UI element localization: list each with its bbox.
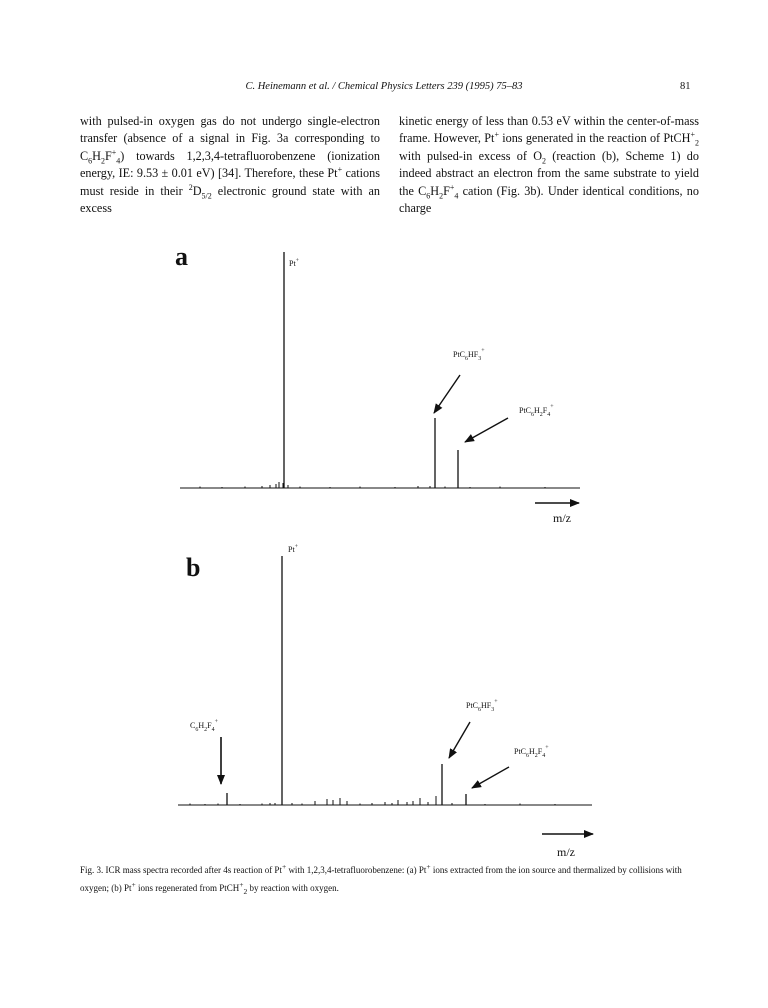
arrow-a-ptc6hf3	[434, 375, 460, 413]
running-head: C. Heinemann et al. / Chemical Physics Letters 239 (1995) 75–83	[245, 81, 523, 92]
spectrum-a	[180, 252, 580, 525]
label-a-ptc6h2f4: $PtC_6H_2F_4^+$	[519, 404, 554, 418]
mz-label-b: m/z	[557, 845, 575, 859]
mz-label-a: m/z	[553, 511, 571, 525]
figure-caption	[80, 860, 700, 898]
panel-b-letter: b	[186, 553, 201, 582]
label-b-ptc6hf3: $PtC_6HF_3^+$	[466, 699, 498, 713]
spectrum-b	[178, 544, 593, 859]
right-paragraph: kinetic energy of less than 0.53 eV within the center-of-mass frame. However, Pt+ ions generated in the reaction of PtCH+$_2$ with pulsed-in excess of $O_2$ (reaction (b), Scheme 1) do indeed abstract an electron from the same substrate to yield the $C_6H_2F^+_4$ cation (Fig. 3b). Under identical conditions, no charge	[399, 114, 700, 216]
caption-text: Fig. 3. ICR mass spectra recorded after 4s reaction of Pt+ with 1,2,3,4-tetrafluorobenzene: (a) Pt+ ions extracted from the ion source and thermalized by collisions with oxygen; (b) Pt+ ions regenerated from PtCH+$_2$ by reaction with oxygen.	[80, 862, 682, 896]
label-a-ptc6hf3: $PtC_6HF_3^+$	[453, 348, 485, 362]
page-number: 81	[680, 81, 691, 92]
label-b-ptc6h2f4: $PtC_6H_2F_4^+$	[514, 745, 549, 759]
arrow-a-ptc6h2f4	[465, 418, 508, 442]
label-b-pt: Pt+	[288, 544, 299, 554]
spectrum-b-baseline	[178, 796, 592, 805]
arrow-b-ptc6h2f4	[472, 767, 509, 788]
label-a-pt: Pt+	[289, 258, 300, 268]
left-paragraph: with pulsed-in oxygen gas do not undergo single-electron transfer (absence of a signal in Fig. 3a corresponding to $C_6H_2F^+_4$) towards 1,2,3,4-tetrafluorobenzene (ionization energy, IE: 9.53 ± 0.01 eV) [34]. Therefore, these Pt+ cations must reside in their $^2D_{5/2}$ electronic ground state with an excess	[80, 114, 380, 216]
arrow-b-ptc6hf3	[449, 722, 470, 758]
label-b-c6h2f4: $C_6H_2F_4^+$	[190, 719, 218, 733]
spectrum-a-baseline	[180, 482, 580, 488]
panel-a-letter: a	[175, 242, 188, 271]
